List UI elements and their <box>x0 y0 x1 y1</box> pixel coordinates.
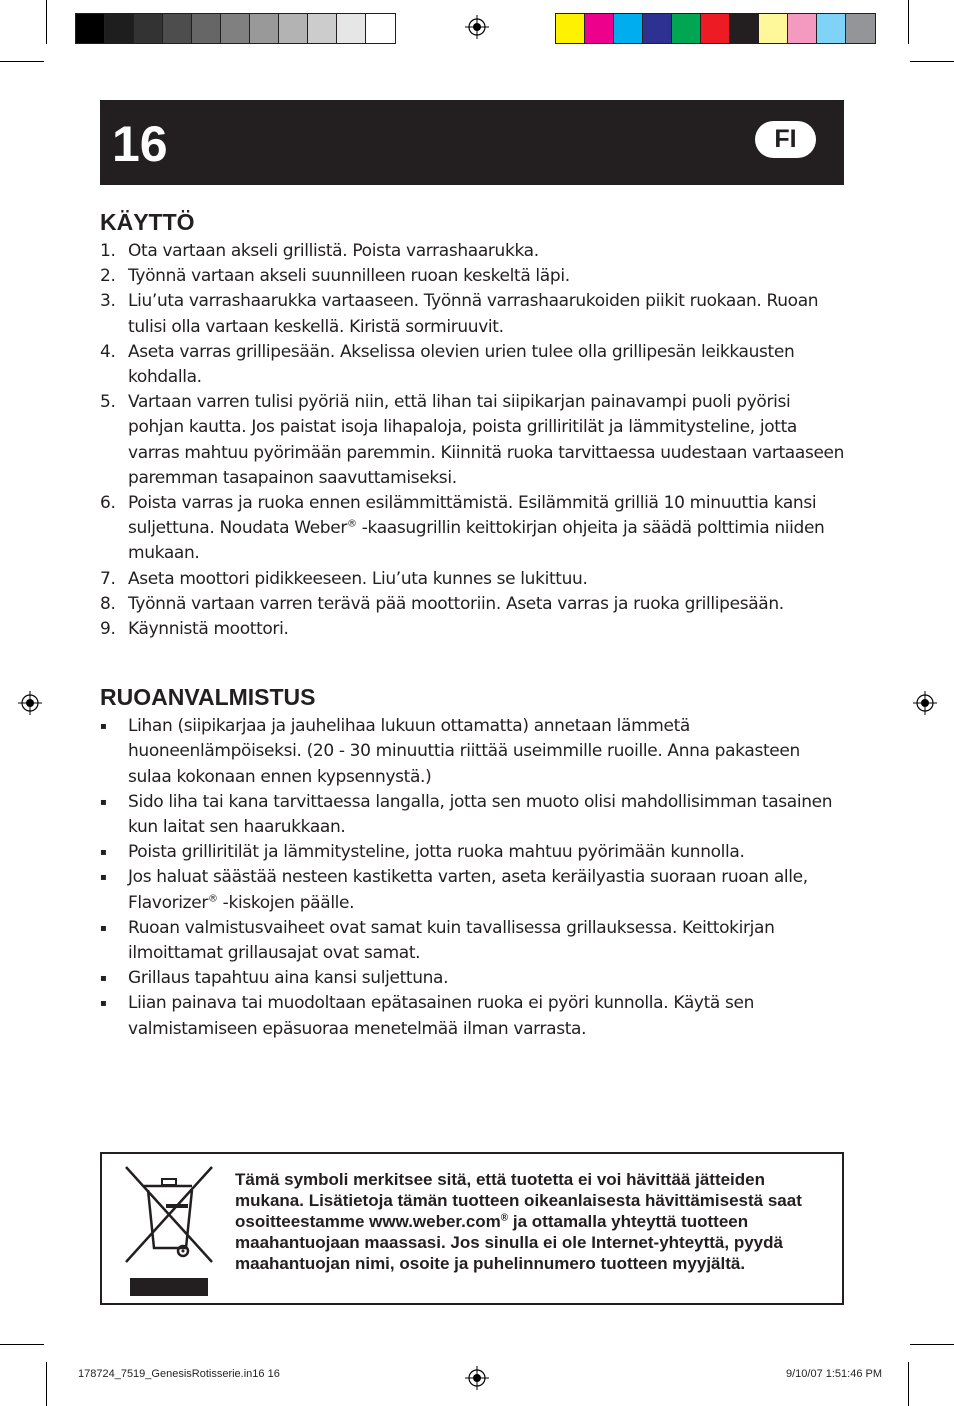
cooking-tip <box>100 916 848 966</box>
usage-step <box>100 289 848 339</box>
weee-notice-box <box>100 1152 844 1305</box>
crop-mark <box>910 1344 954 1345</box>
step-number: 2. <box>100 266 116 287</box>
crop-mark <box>908 1362 909 1406</box>
usage-step <box>100 617 848 642</box>
usage-heading: KÄYTTÖ <box>100 209 195 235</box>
cooking-tips-list <box>100 714 848 1042</box>
color-swatch <box>614 14 643 43</box>
registered-mark: ® <box>347 518 357 530</box>
step-text: Poista varras ja ruoka ennen esilämmittämistä. Esilämmitä grilliä 10 minuuttia kansi suljettuna. Noudata Weber <box>128 493 817 539</box>
tip-text: Lihan (siipikarjaa ja jauhelihaa lukuun ottamatta) annetaan lämmetä huoneenlämpöiseksi. (20 - 30 minuuttia riittää useimmille ruoille. Anna pakasteen sulaa kokonaan ennen kypsennystä.) <box>128 716 800 787</box>
bullet-icon: ▪ <box>100 721 107 733</box>
step-text: -kaasugrillin keittokirjan ohjeita ja säädä polttimia niiden mukaan. <box>128 518 825 564</box>
step-text: Vartaan varren tulisi pyöriä niin, että lihan tai siipikarjan painavampi puoli pyörisi pohjan kautta. Jos paistat isoja lihapaloja, poista grilliritilät ja lämmitysteline, jotta varras mahtuu pyörimään paremmin. Kiinnitä ruoka tarvittaessa uudestaan vartaaseen paremman tasapainon saavuttamiseksi. <box>128 392 845 488</box>
step-text: Aseta moottori pidikkeeseen. Liu’uta kunnes se lukittuu. <box>128 568 588 589</box>
page-header-band <box>100 100 844 185</box>
step-number: 8. <box>100 593 116 614</box>
cooking-heading: RUOANVALMISTUS <box>100 684 316 711</box>
usage-step <box>100 239 848 264</box>
step-text: Työnnä vartaan varren terävä pää moottoriin. Aseta varras ja ruoka grillipesään. <box>128 593 784 614</box>
color-swatch <box>643 14 672 43</box>
color-swatch <box>250 14 279 43</box>
registration-mark-icon <box>913 691 937 715</box>
color-swatch <box>76 14 105 43</box>
crop-mark <box>46 0 47 44</box>
step-number: 4. <box>100 341 116 362</box>
usage-step <box>100 264 848 289</box>
color-swatch <box>134 14 163 43</box>
step-number: 7. <box>100 568 116 589</box>
usage-step <box>100 491 848 567</box>
crossed-out-wheelie-bin-icon <box>122 1162 218 1296</box>
cooking-tip <box>100 790 848 840</box>
cooking-tip <box>100 714 848 790</box>
cooking-tip <box>100 840 848 865</box>
tip-text: Grillaus tapahtuu aina kansi suljettuna. <box>128 968 449 989</box>
bullet-icon: ▪ <box>100 847 107 859</box>
crop-mark <box>46 1362 47 1406</box>
color-swatch <box>817 14 846 43</box>
step-text: Käynnistä moottori. <box>128 619 289 640</box>
color-swatch <box>585 14 614 43</box>
bullet-icon: ▪ <box>100 796 107 808</box>
tip-text: Jos haluat säästää nesteen kastiketta varten, aseta keräilyastia suoraan ruoan alle, Flavorizer <box>128 867 808 913</box>
step-number: 5. <box>100 392 116 413</box>
crop-mark <box>908 0 909 44</box>
footer-timestamp: 9/10/07 1:51:46 PM <box>785 1368 882 1380</box>
color-swatch <box>105 14 134 43</box>
tip-text: Sido liha tai kana tarvittaessa langalla, jotta sen muoto olisi mahdollisimman tasainen kun laitat sen haarukkaan. <box>128 791 833 838</box>
bullet-icon: ▪ <box>100 922 107 934</box>
color-swatch <box>221 14 250 43</box>
cooking-tip <box>100 966 848 991</box>
footer-file-info: 178724_7519_GenesisRotisserie.in16 16 <box>78 1368 280 1380</box>
step-number: 6. <box>100 493 116 514</box>
weee-notice-text: Tämä symboli merkitsee sitä, että tuotetta ei voi hävittää jätteiden mukana. Lisätietoja tämän tuotteen oikeanlaisesta hävittämisestä saat osoitteestamme www.weber.com® ja ottamalla yhteyttä tuotteen maahantuojaan maassasi. Jos sinulla ei ole Internet-yhteyttä, pyydä maahantuojan nimi, osoite ja puhelinnumero tuotteen myyjältä. <box>235 1170 802 1273</box>
color-swatch <box>556 14 585 43</box>
registration-mark-icon <box>465 1366 489 1390</box>
step-number: 3. <box>100 291 116 312</box>
registration-mark-icon <box>18 691 42 715</box>
color-swatch <box>192 14 221 43</box>
step-text: Työnnä vartaan akseli suunnilleen ruoan keskeltä läpi. <box>128 266 570 287</box>
color-swatch <box>788 14 817 43</box>
registration-mark-icon <box>465 15 489 39</box>
color-swatch <box>759 14 788 43</box>
cooking-tip <box>100 991 848 1041</box>
step-number: 9. <box>100 619 116 640</box>
color-swatch <box>730 14 759 43</box>
tip-text: Poista grilliritilät ja lämmitysteline, jotta ruoka mahtuu pyörimään kunnolla. <box>128 842 745 863</box>
crop-mark <box>0 61 44 62</box>
usage-steps-list <box>100 239 848 642</box>
usage-step <box>100 390 848 491</box>
color-swatch <box>366 14 395 43</box>
usage-step <box>100 567 848 592</box>
bullet-icon: ▪ <box>100 998 107 1010</box>
step-text: Aseta varras grillipesään. Akselissa olevien urien tulee olla grillipesän leikkausten kohdalla. <box>128 341 795 388</box>
crop-mark <box>910 61 954 62</box>
color-swatch <box>337 14 366 43</box>
tip-text: Ruoan valmistusvaiheet ovat samat kuin tavallisessa grillauksessa. Keittokirjan ilmoittamat grillausajat ovat samat. <box>128 917 775 964</box>
color-swatch <box>163 14 192 43</box>
step-number: 1. <box>100 241 116 261</box>
tip-text: -kiskojen päälle. <box>217 892 355 913</box>
color-swatch <box>846 14 875 43</box>
usage-step <box>100 340 848 390</box>
bullet-icon: ▪ <box>100 973 107 985</box>
grayscale-color-bar <box>75 13 396 44</box>
page-number: 16 <box>112 116 168 172</box>
tip-text: Liian painava tai muodoltaan epätasainen ruoka ei pyöri kunnolla. Käytä sen valmistamiseen epäsuoraa menetelmää ilman varrasta. <box>128 993 755 1039</box>
usage-step <box>100 592 848 617</box>
cooking-tip <box>100 865 848 915</box>
step-text: Ota vartaan akseli grillistä. Poista varrashaarukka. <box>128 241 539 261</box>
language-badge: FI <box>755 121 816 158</box>
color-swatch <box>308 14 337 43</box>
color-swatch <box>279 14 308 43</box>
main-content <box>100 207 848 1042</box>
step-text: Liu’uta varrashaarukka vartaaseen. Työnnä varrashaarukoiden piikit ruokaan. Ruoan tulisi olla vartaan keskellä. Kiristä sormiruuvit. <box>128 291 819 337</box>
bullet-icon: ▪ <box>100 872 107 884</box>
color-swatch <box>701 14 730 43</box>
process-color-bar <box>555 13 876 44</box>
crop-mark <box>0 1344 44 1345</box>
color-swatch <box>672 14 701 43</box>
registered-mark: ® <box>207 893 218 905</box>
